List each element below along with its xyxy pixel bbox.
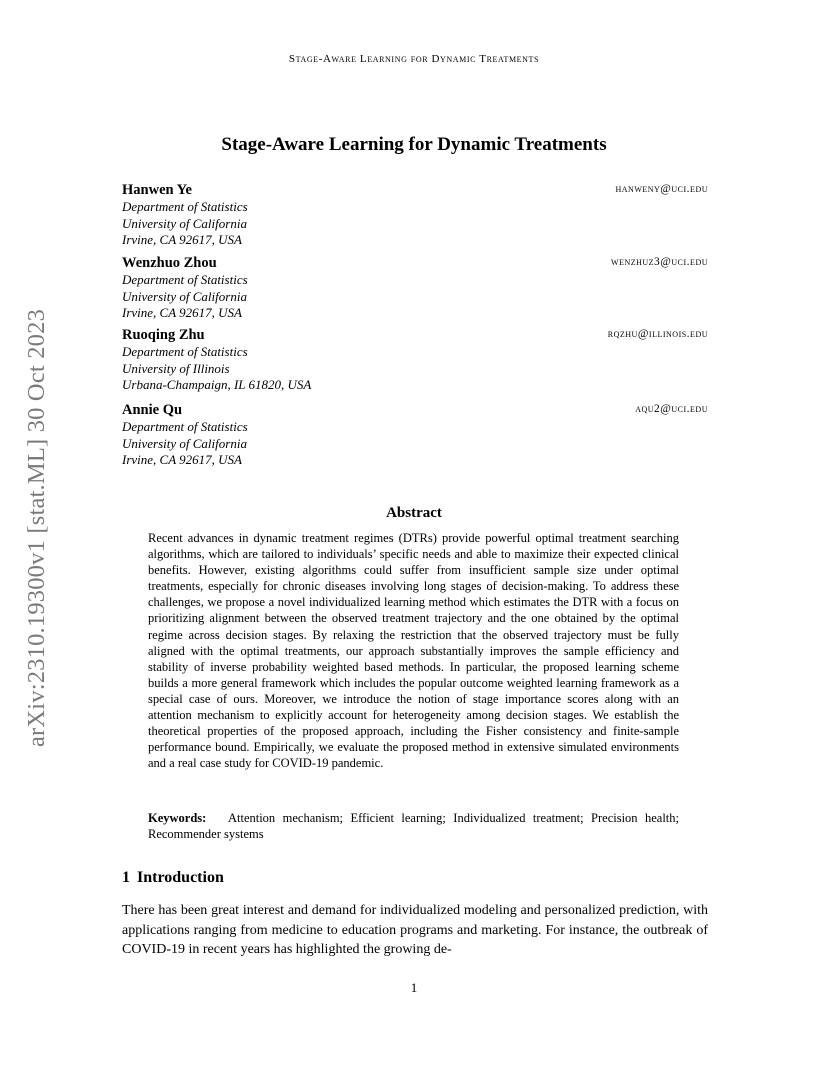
- author-name: Ruoqing Zhu: [122, 327, 205, 343]
- keywords-label: Keywords:: [148, 811, 207, 825]
- author-block: [122, 326, 708, 394]
- author-block: [122, 181, 708, 249]
- arxiv-stamp[interactable]: [18, 283, 56, 773]
- author-block: [122, 401, 708, 469]
- keywords-text: Attention mechanism; Efficient learning; Individualized treatment; Precision health; Recommender systems: [148, 811, 680, 842]
- affiliation-address: Irvine, CA 92617, USA: [122, 232, 242, 247]
- section-title: Introduction: [137, 869, 224, 886]
- introduction-text: There has been great interest and demand for individualized modeling and personalized prediction, with applications ranging from medicine to education programs and marketing. For instance, the outbreak of COVID-19 in recent years has highlighted the growing de-: [122, 903, 708, 958]
- affiliation-department: Department of Statistics: [122, 344, 248, 359]
- running-head: Stage-Aware Learning for Dynamic Treatments: [288, 53, 540, 65]
- abstract-text: Recent advances in dynamic treatment regimes (DTRs) provide powerful optimal treatment searching algorithms, which are tailored to individuals’ specific needs and able to maximize their expected clinical benefits. However, existing algorithms could suffer from insufficient sample size under optimal treatments, especially for chronic diseases involving long stages of decision-making. To address these challenges, we propose a novel individualized learning method which estimates the DTR with a focus on prioritizing alignment between the observed treatment trajectory and the one obtained by the optimal regime across decision stages. By relaxing the restriction that the observed trajectory must be fully aligned with the optimal treatments, our approach substantially improves the sample efficiency and stability of inverse probability weighted based methods. In particular, the proposed learning scheme builds a more general framework which includes the popular outcome weighted learning framework as a special case of ours. Moreover, we introduce the notion of stage importance scores along with an attention mechanism to explicitly account for heterogeneity among decision stages. We establish the theoretical properties of the proposed approach, including the Fisher consistency and finite-sample performance bound. Empirically, we evaluate the proposed method in extensive simulated environments and a real case study for COVID-19 pandemic.: [148, 531, 679, 771]
- author-email: aqu2@uci.edu: [635, 403, 708, 415]
- affiliation-address: Irvine, CA 92617, USA: [122, 452, 242, 467]
- paper-title: Stage-Aware Learning for Dynamic Treatments: [221, 134, 607, 155]
- author-email: rqzhu@illinois.edu: [607, 328, 708, 340]
- section-heading: [122, 869, 224, 887]
- affiliation-university: University of California: [122, 288, 247, 304]
- affiliation-department: Department of Statistics: [122, 419, 248, 434]
- abstract-heading: Abstract: [386, 505, 442, 521]
- section-number: 1: [122, 869, 130, 886]
- affiliation-university: University of Illinois: [122, 360, 230, 376]
- arxiv-stamp-text: arXiv:2310.19300v1 [stat.ML] 30 Oct 2023: [23, 308, 50, 748]
- page-number: 1: [410, 980, 418, 995]
- author-name: Annie Qu: [122, 402, 183, 418]
- author-email: hanweny@uci.edu: [615, 183, 708, 195]
- affiliation-address: Urbana-Champaign, IL 61820, USA: [122, 377, 312, 392]
- author-email: wenzhuz3@uci.edu: [611, 256, 708, 268]
- affiliation-department: Department of Statistics: [122, 272, 248, 287]
- affiliation-university: University of California: [122, 215, 247, 231]
- author-name: Wenzhuo Zhou: [122, 255, 217, 271]
- affiliation-department: Department of Statistics: [122, 199, 248, 214]
- affiliation-university: University of California: [122, 435, 247, 451]
- author-block: [122, 254, 708, 322]
- keywords: [148, 810, 679, 842]
- affiliation-address: Irvine, CA 92617, USA: [122, 305, 242, 320]
- author-name: Hanwen Ye: [122, 182, 192, 198]
